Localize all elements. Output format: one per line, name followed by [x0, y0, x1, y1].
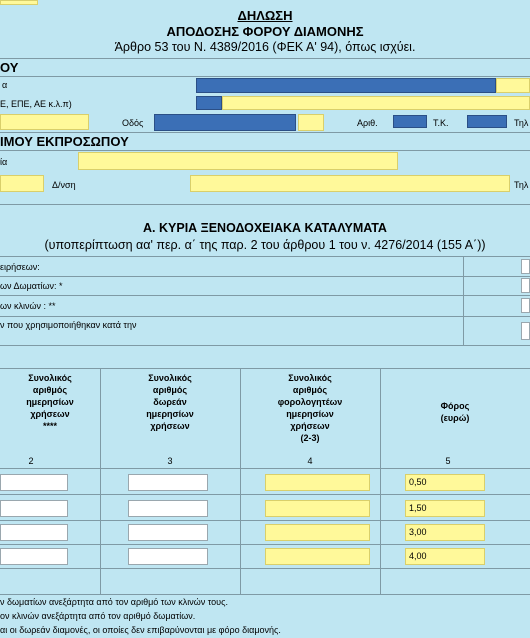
divider: [0, 150, 530, 151]
section-a-subtitle: (υποπερίπτωση αα' περ. α΄ της παρ. 2 του άρθρου 1 του ν. 4276/2014 (155 Α΄)): [44, 238, 486, 252]
representative-city-field[interactable]: [0, 175, 44, 192]
divider: [0, 494, 530, 495]
free-uses-input[interactable]: [128, 474, 208, 491]
divider: [463, 256, 464, 345]
divider: [0, 568, 530, 569]
used-value-field[interactable]: [521, 322, 530, 340]
tax-rate-field: 3,00: [405, 524, 485, 541]
tax-rate-field: 4,00: [405, 548, 485, 565]
street-field[interactable]: [154, 114, 296, 131]
city-field[interactable]: [0, 114, 89, 130]
document-title: ΔΗΛΩΣΗ: [237, 8, 293, 23]
businesses-value-field[interactable]: [521, 259, 530, 274]
column-header-free-uses: Συνολικός αριθμός δωρεάν ημερησίων χρήσεων: [146, 373, 194, 431]
daily-uses-input[interactable]: [0, 474, 68, 491]
beds-value-field[interactable]: [521, 298, 530, 313]
footnote-rooms: ν δωματίων ανεξάρτητα από τον αριθμό των κλινών τους.: [0, 597, 228, 607]
free-uses-input[interactable]: [128, 500, 208, 517]
taxable-uses-field[interactable]: [265, 500, 370, 517]
phone-label: Τηλ: [514, 118, 529, 128]
representative-name-field[interactable]: [78, 152, 398, 170]
daily-uses-input[interactable]: [0, 500, 68, 517]
column-header-daily-uses: Συνολικός αριθμός ημερησίων χρήσεων ****: [26, 373, 74, 431]
divider: [0, 256, 530, 257]
section-a-title: Α. ΚΥΡΙΑ ΞΕΝΟΔΟΧΕΙΑΚΑ ΚΑΤΑΛΥΜΑΤΑ: [143, 221, 387, 235]
row-label-rooms: ων Δωματίων: *: [0, 281, 63, 291]
representative-phone-label: Τηλ: [514, 180, 529, 190]
legal-form-label: Ε, ΕΠΕ, ΑΕ κ.λ.π): [0, 99, 72, 109]
divider: [0, 368, 530, 369]
free-uses-input[interactable]: [128, 524, 208, 541]
footnote-free-stays: αι οι δωρεάν διαμονές, οι οποίες δεν επιβαρύνονται με φόρο διαμονής.: [0, 625, 281, 635]
street-field-ext[interactable]: [298, 114, 324, 131]
divider: [0, 276, 530, 277]
section1-heading: ΟΥ: [0, 60, 530, 76]
divider: [0, 204, 530, 205]
document-subtitle: ΑΠΟΔΟΣΗΣ ΦΟΡΟΥ ΔΙΑΜΟΝΗΣ: [166, 24, 364, 39]
column-number: 5: [445, 456, 451, 466]
footnote-beds: ον κλινών ανεξάρτητα από τον αριθμό δωματίων.: [0, 611, 196, 621]
divider: [0, 594, 530, 595]
rooms-value-field[interactable]: [521, 278, 530, 293]
representative-name-label: ία: [0, 157, 8, 167]
divider: [0, 132, 530, 133]
taxable-uses-field[interactable]: [265, 524, 370, 541]
divider: [0, 345, 530, 346]
row-label-used: ν που χρησιμοποιήθηκαν κατά την: [0, 320, 137, 330]
column-header-tax: Φόρος (ευρώ): [440, 401, 470, 423]
daily-uses-input[interactable]: [0, 548, 68, 565]
business-name-field[interactable]: [196, 78, 496, 93]
representative-address-field[interactable]: [190, 175, 510, 192]
divider: [0, 76, 530, 77]
free-uses-input[interactable]: [128, 548, 208, 565]
number-field[interactable]: [393, 115, 427, 128]
law-reference: Άρθρο 53 του Ν. 4389/2016 (ΦΕΚ Α' 94), όπως ισχύει.: [114, 40, 416, 54]
divider: [0, 316, 530, 317]
top-yellow-strip: [0, 0, 38, 5]
divider: [0, 295, 530, 296]
zip-label: Τ.Κ.: [433, 118, 449, 128]
tax-rate-field: 0,50: [405, 474, 485, 491]
taxable-uses-field[interactable]: [265, 474, 370, 491]
street-label: Οδός: [122, 118, 144, 128]
zip-field[interactable]: [467, 115, 507, 128]
column-number: 3: [167, 456, 173, 466]
row-label-businesses: ειρήσεων:: [0, 262, 40, 272]
representative-address-label: Δ/νση: [52, 180, 76, 190]
taxable-uses-field[interactable]: [265, 548, 370, 565]
divider: [0, 58, 530, 59]
row-label-beds: ων κλινών : **: [0, 301, 56, 311]
business-name-label: α: [2, 80, 8, 90]
column-header-taxable-uses: Συνολικός αριθμός φορολογητέων ημερησίων χρήσεων (2-3): [277, 373, 343, 443]
divider: [0, 468, 530, 469]
daily-uses-input[interactable]: [0, 524, 68, 541]
column-number: 2: [28, 456, 34, 466]
divider: [0, 520, 530, 521]
tax-rate-field: 1,50: [405, 500, 485, 517]
column-number: 4: [307, 456, 313, 466]
number-label: Αριθ.: [357, 118, 378, 128]
business-name-field-ext[interactable]: [496, 78, 530, 93]
legal-form-field-ext[interactable]: [222, 96, 530, 110]
legal-form-field[interactable]: [196, 96, 222, 110]
section2-heading: ΙΜΟΥ ΕΚΠΡΟΣΩΠΟΥ: [0, 134, 530, 150]
divider: [0, 544, 530, 545]
